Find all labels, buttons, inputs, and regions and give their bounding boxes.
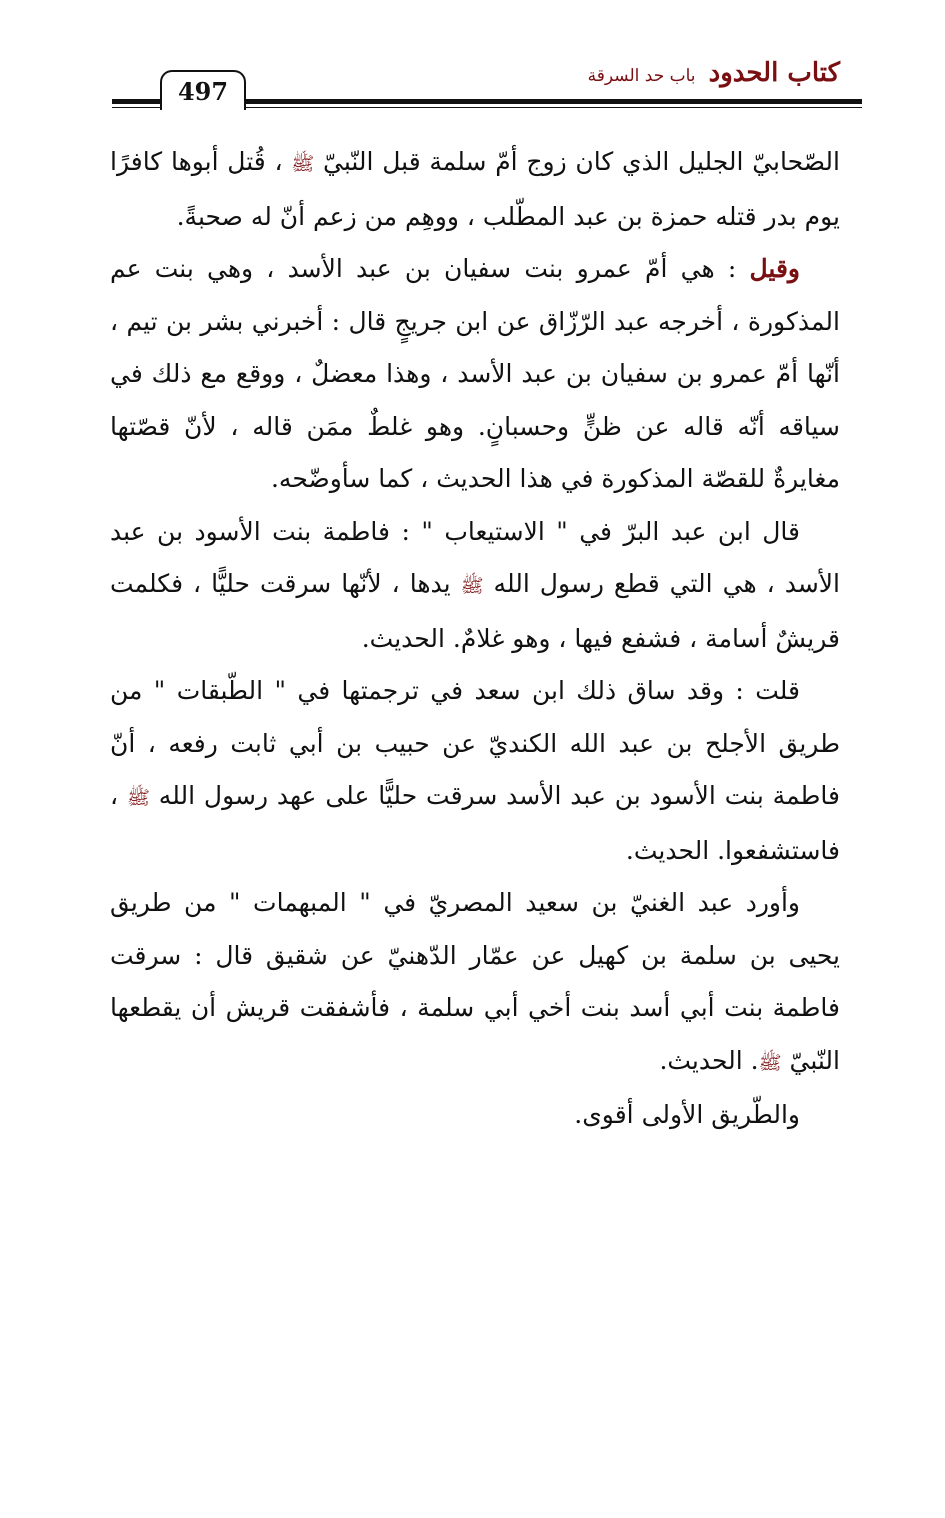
salawat-glyph: ﷺ xyxy=(126,787,150,809)
paragraph-5-text-b: . الحديث. xyxy=(659,1045,759,1075)
paragraph-4-text-a: قلت : وقد ساق ذلك ابن سعد في ترجمتها في " الطّبقات " من طريق الأجلح بن عبد الله الكنديّ عن حبيب بن أبي ثابت رفعه ، أنّ فاطمة بنت الأسود بن عبد الأسد سرقت حليًّا على عهد رسول الله xyxy=(110,676,840,810)
paragraph-4 xyxy=(110,665,840,877)
paragraph-1-text-b: ، قُتل أبوها كافرًا يوم بدر قتله حمزة بن عبد المطّلب ، ووهِم من زعم أنّ له صحبةً. xyxy=(110,147,840,231)
page-header xyxy=(112,50,862,112)
salawat-glyph: ﷺ xyxy=(291,153,315,175)
paragraph-3-text-b: يدها ، لأنّها سرقت حليًّا ، فكلمت قريشٌ أسامة ، فشفع فيها ، وهو غلامٌ. الحديث. xyxy=(110,569,840,653)
paragraph-3-text-a: قال ابن عبد البرّ في " الاستيعاب " : فاطمة بنت الأسود بن عبد الأسد ، هي التي قطع رسول الله xyxy=(110,516,841,598)
paragraph-5-text-a: وأورد عبد الغنيّ بن سعيد المصريّ في " المبهمات " من طريق يحيى بن سلمة بن كهيل عن عمّار الدّهنيّ عن شقيق قال : سرقت فاطمة بنت أبي أسد بنت أخي أبي سلمة ، فأشفقت قريش أن يقطعها النّبيّ xyxy=(110,888,840,1075)
chapter-title: باب حد السرقة xyxy=(587,66,696,86)
paragraph-6-text: والطّريق الأولى أقوى. xyxy=(574,1100,800,1129)
running-head xyxy=(588,58,840,88)
book-title: كتاب الحدود xyxy=(708,58,840,88)
salawat-glyph: ﷺ xyxy=(460,575,484,597)
paragraph-1 xyxy=(110,136,840,243)
paragraph-6 xyxy=(110,1089,840,1142)
paragraph-1-text-a: الصّحابيّ الجليل الذي كان زوج أمّ سلمة قبل النّبيّ xyxy=(314,147,840,176)
paragraph-4-text-b: ، فاستشفعوا. الحديث. xyxy=(110,781,840,865)
paragraph-2-lead-word: وقيل xyxy=(749,254,800,283)
page-body xyxy=(110,136,840,1142)
paragraph-2 xyxy=(110,243,840,506)
paragraph-2-text: : هي أمّ عمرو بنت سفيان بن عبد الأسد ، وهي بنت عم المذكورة ، أخرجه عبد الرّزّاق عن ابن جريجٍ قال : أخبرني بشر بن تيم ، أنّها أمّ عمرو بن سفيان بن عبد الأسد ، وهذا معضلٌ ، ووقع مع ذلك في سياقه أنّه قاله عن ظنٍّ وحسبانٍ. وهو غلطٌ ممَن قاله ، لأنّ قصّتها مغايرةٌ للقصّة المذكورة في هذا الحديث ، كما سأوضّحه. xyxy=(110,254,840,493)
salawat-glyph: ﷺ xyxy=(758,1051,782,1074)
paragraph-5 xyxy=(110,877,840,1089)
paragraph-3 xyxy=(110,506,840,666)
page-number: 497 xyxy=(160,70,246,110)
